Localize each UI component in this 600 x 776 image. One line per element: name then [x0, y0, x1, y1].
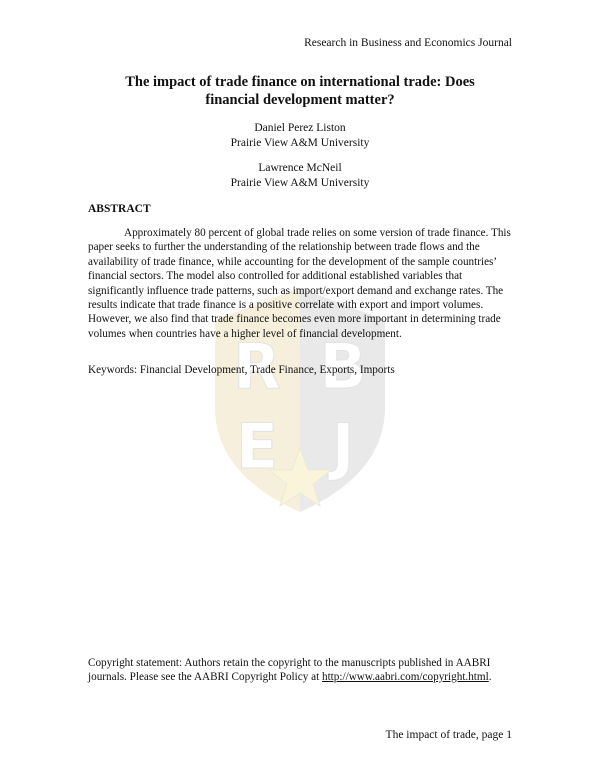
- watermark-letter-r: R: [233, 330, 281, 403]
- copyright-policy-link[interactable]: http://www.aabri.com/copyright.html: [321, 670, 489, 683]
- journal-header: Research in Business and Economics Journal: [304, 37, 512, 49]
- copyright-suffix: .: [488, 670, 492, 683]
- page-footer: The impact of trade, page 1: [385, 729, 512, 741]
- author-affiliation: Prairie View A&M University: [230, 136, 370, 149]
- author-block: [150, 161, 450, 190]
- keywords: Keywords: Financial Development, Trade Finance, Exports, Imports: [88, 364, 395, 376]
- watermark-letter-b: B: [319, 330, 367, 403]
- author-block: [150, 121, 450, 150]
- author-name: Daniel Perez Liston: [254, 122, 346, 134]
- watermark-letter-j: J: [331, 410, 355, 483]
- watermark-letter-e: E: [235, 410, 279, 483]
- author-affiliation: Prairie View A&M University: [230, 176, 370, 189]
- paper-title: The impact of trade finance on international trade: Does financial development matter?: [125, 74, 475, 108]
- copyright-statement: [88, 657, 514, 684]
- abstract-text: Approximately 80 percent of global trade relies on some version of trade finance. This paper seeks to further the understanding of the relationship between trade flows and the availability of trade finance, while accounting for the development of the sample countries’ financial sectors. The model also controlled for additional established variables that significantly influence trade patterns, such as import/export demand and exchange rates. The results indicate that trade finance is a positive correlate with export and import volumes. However, we also find that trade finance becomes even more important in determining trade volumes when countries have a higher level of financial development.: [88, 227, 511, 340]
- author-name: Lawrence McNeil: [258, 162, 342, 174]
- copyright-text: Copyright statement: Authors retain the copyright to the manuscripts published in AABRI journals. Please see the AABRI Copyright Policy at: [88, 657, 491, 683]
- abstract-heading: ABSTRACT: [88, 203, 151, 215]
